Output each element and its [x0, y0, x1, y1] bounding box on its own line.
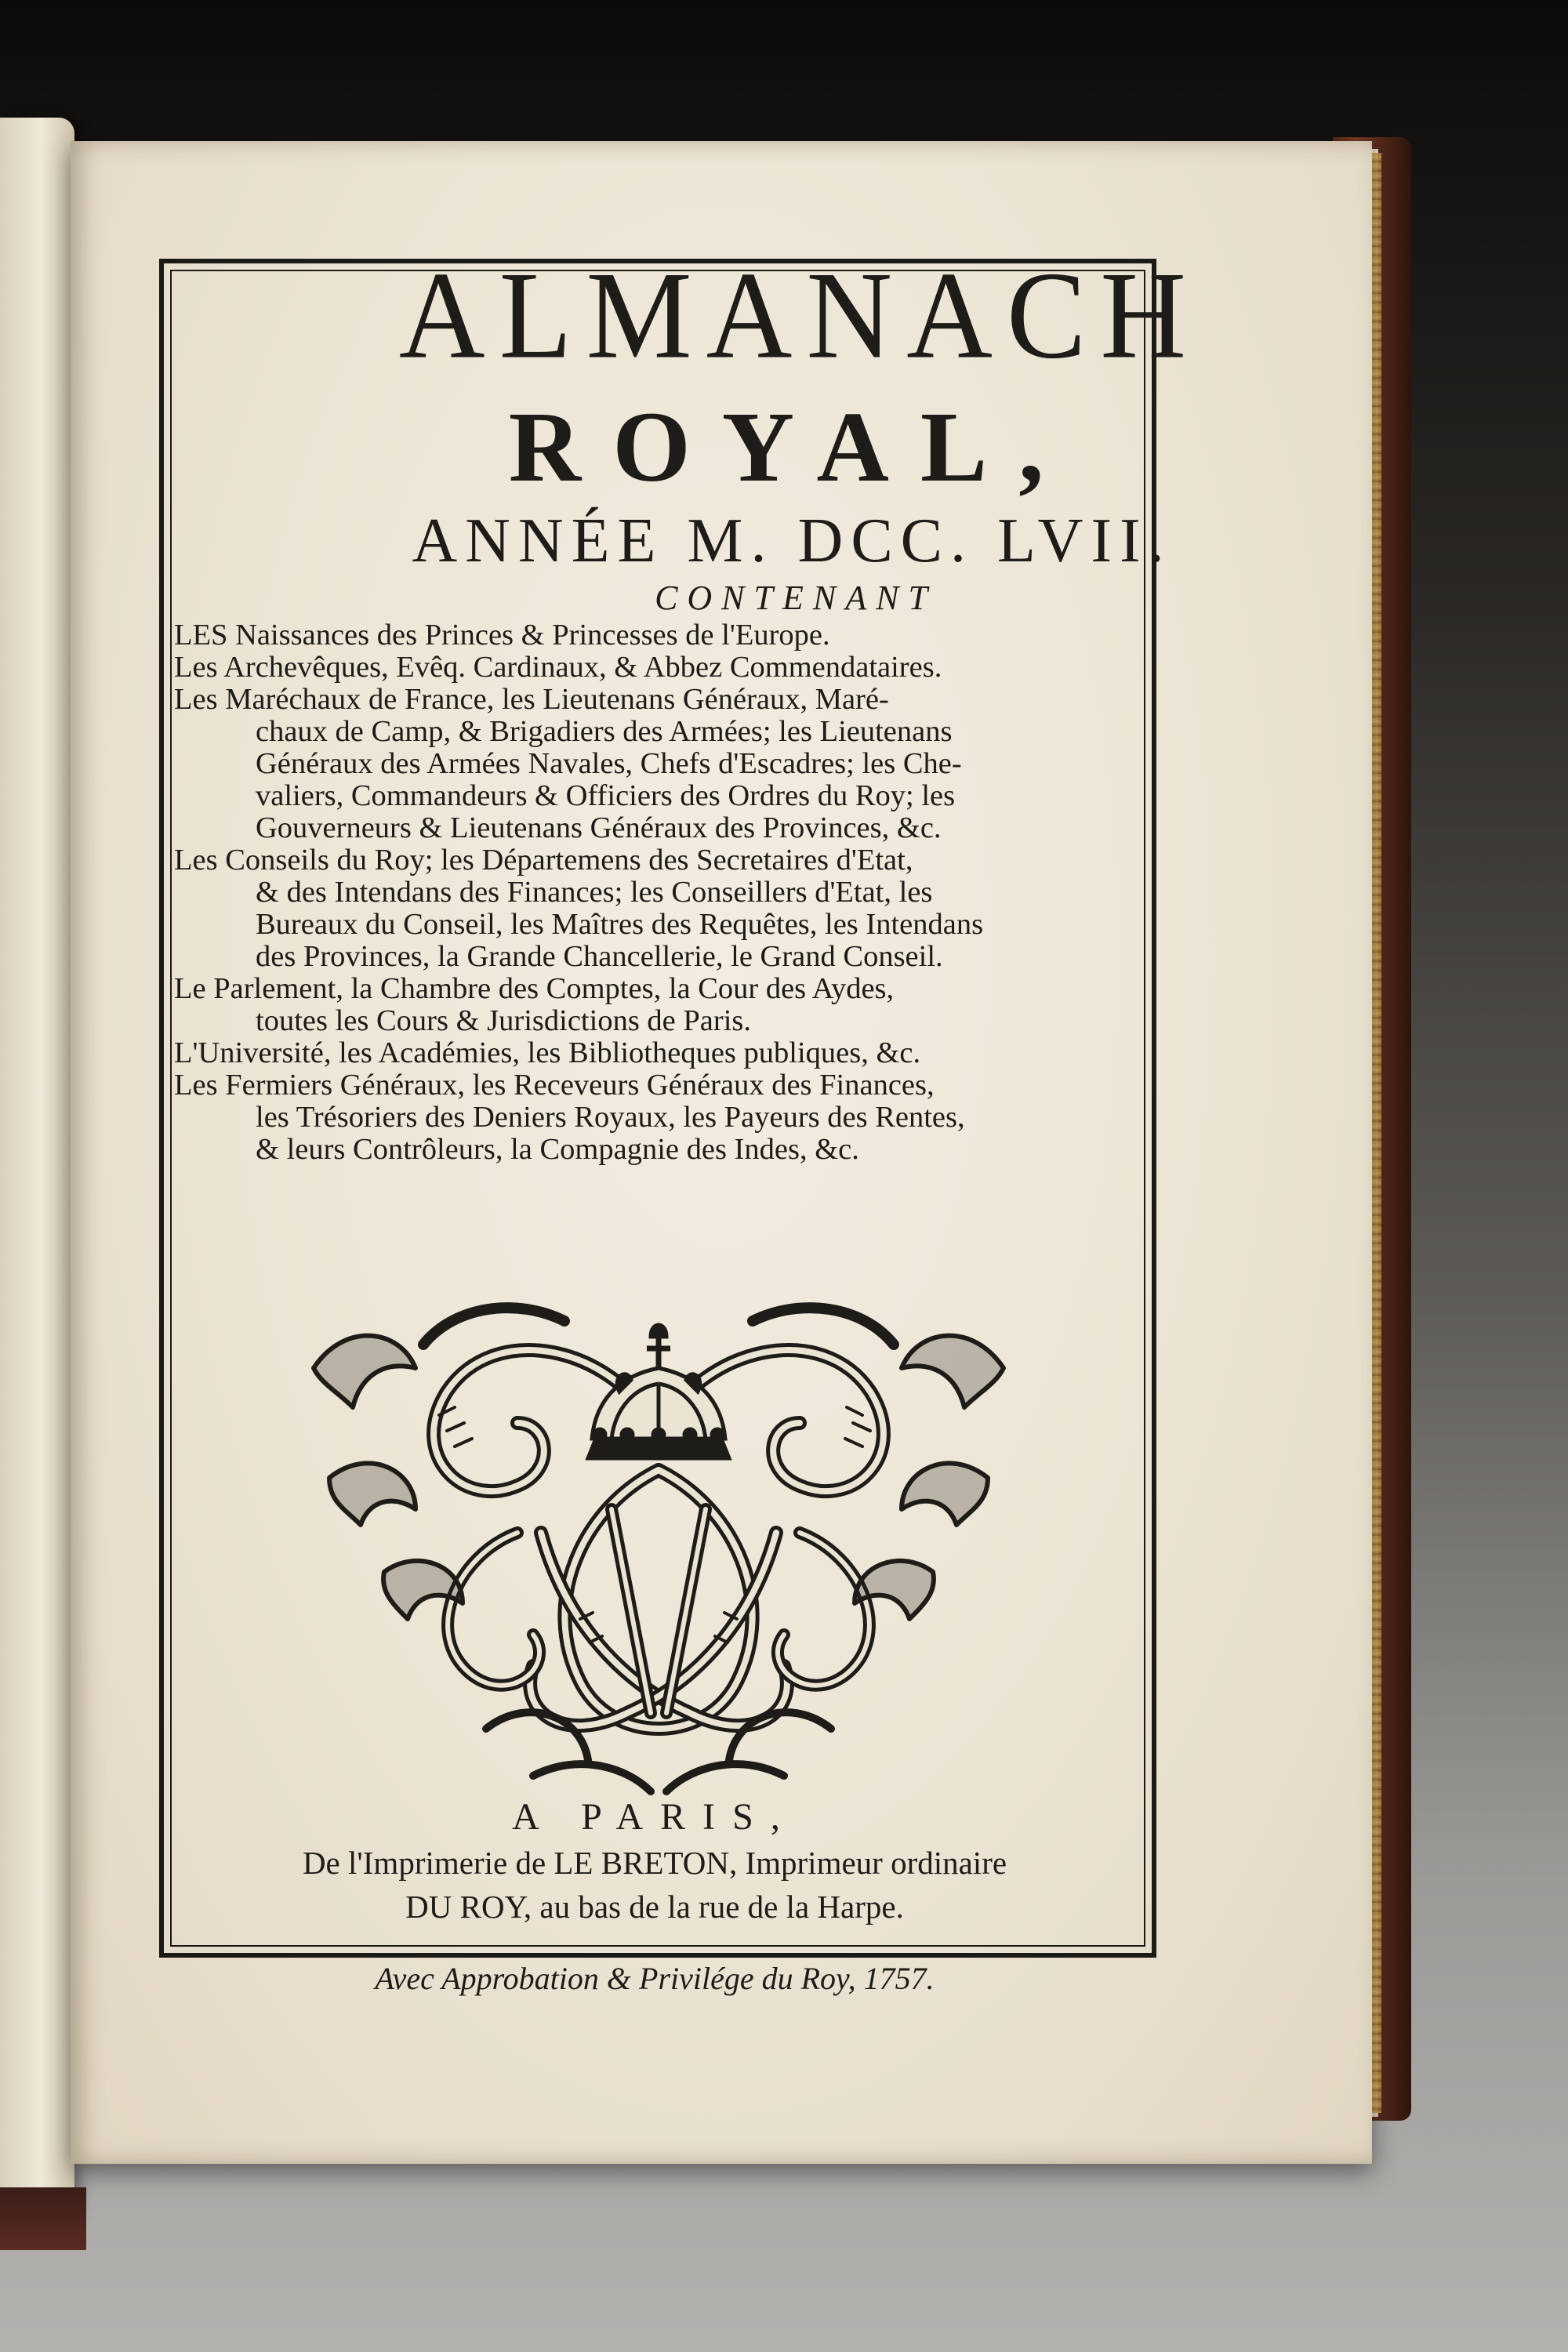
- contents-line: les Trésoriers des Deniers Royaux, les Payeurs des Rentes,: [256, 1101, 965, 1134]
- contents-entry: [174, 973, 1146, 1037]
- contents-line: Les Archevêques, Evêq. Cardinaux, & Abbez Commendataires.: [174, 651, 942, 684]
- contents-line: Gouverneurs & Lieutenans Généraux des Provinces, &c.: [256, 811, 942, 844]
- imprint-printer-line1: De l'Imprimerie de LE BRETON, Imprimeur ordinaire: [302, 1845, 1007, 1881]
- contenant-heading: CONTENANT: [655, 579, 937, 617]
- contents-line: toutes les Cours & Jurisdictions de Paris.: [256, 1004, 752, 1037]
- title-royal: ROYAL,: [508, 391, 1076, 503]
- contents-line: des Provinces, la Grande Chancellerie, le Grand Conseil.: [256, 940, 943, 973]
- contents-entry: [174, 1037, 1146, 1069]
- contents-line: Bureaux du Conseil, les Maîtres des Requêtes, les Intendans: [256, 908, 984, 941]
- contents-line: Le Parlement, la Chambre des Comptes, la Cour des Aydes,: [174, 972, 895, 1005]
- binding-corner: [0, 2187, 86, 2250]
- contents-entry: [174, 619, 1146, 652]
- contents-entry: [174, 652, 1146, 684]
- contents-line: valiers, Commandeurs & Officiers des Ordres du Roy; les: [256, 779, 956, 812]
- contents-line: chaux de Camp, & Brigadiers des Armées; les Lieutenans: [256, 715, 953, 748]
- contents-entry: [174, 844, 1146, 973]
- contents-line: Généraux des Armées Navales, Chefs d'Escadres; les Che-: [256, 747, 962, 780]
- royal-crown-monogram-ornament: [282, 1274, 1035, 1799]
- contents-line: & des Intendans des Finances; les Conseillers d'Etat, les: [256, 876, 933, 909]
- contents-line: Les Conseils du Roy; les Départemens des Secretaires d'Etat,: [174, 844, 913, 877]
- title-almanach: ALMANACH: [398, 245, 1201, 385]
- contents-entry: [174, 684, 1146, 844]
- contents-line: L'Université, les Académies, les Bibliotheques publiques, &c.: [174, 1036, 921, 1069]
- contents-entry: [174, 1069, 1146, 1166]
- approbation-line: Avec Approbation & Privilége du Roy, 1757.: [375, 1961, 935, 1996]
- imprint-printer-line2: DU ROY, au bas de la rue de la Harpe.: [405, 1889, 904, 1925]
- contents-line: & leurs Contrôleurs, la Compagnie des Indes, &c.: [256, 1133, 859, 1166]
- contents-list: [174, 619, 1146, 1166]
- imprint-city: A PARIS,: [512, 1796, 797, 1838]
- contents-line: Les Fermiers Généraux, les Receveurs Généraux des Finances,: [174, 1069, 935, 1102]
- contents-line: LES Naissances des Princes & Princesses de l'Europe.: [174, 619, 830, 652]
- year-line: ANNÉE M. DCC. LVII.: [412, 506, 1172, 575]
- contents-line: Les Maréchaux de France, les Lieutenans Généraux, Maré-: [174, 683, 889, 716]
